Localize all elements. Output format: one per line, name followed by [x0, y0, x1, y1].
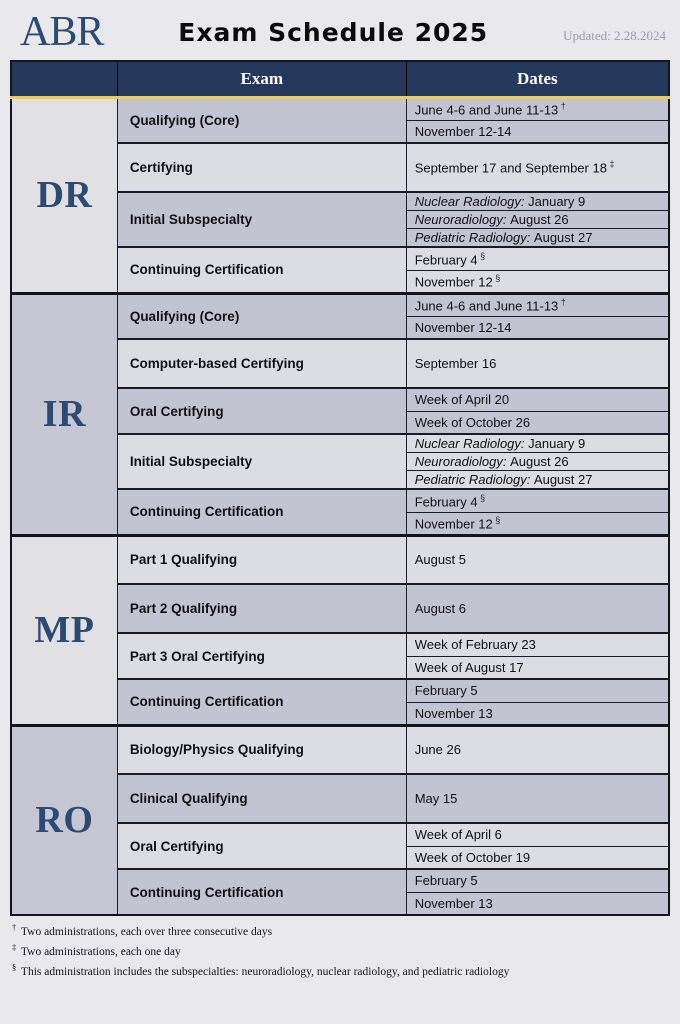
exam-name: Oral Certifying [117, 388, 406, 434]
exam-date: November 12 § [406, 270, 669, 293]
section-label-ir: IR [11, 293, 117, 535]
dates-column-header: Dates [406, 61, 669, 97]
schedule-row [11, 293, 669, 316]
exam-date: November 12 § [406, 512, 669, 535]
exam-schedule-table [10, 60, 670, 916]
exam-date: Neuroradiology: August 26 [406, 453, 669, 471]
corner-header-cell [11, 61, 117, 97]
exam-date: Neuroradiology: August 26 [406, 211, 669, 229]
footnote-symbol: § [12, 962, 17, 973]
schedule-row [11, 97, 669, 120]
exam-date: Week of August 17 [406, 656, 669, 679]
exam-date: November 13 [406, 702, 669, 725]
exam-name: Part 3 Oral Certifying [117, 633, 406, 679]
exam-name: Part 1 Qualifying [117, 535, 406, 584]
footnote-symbol: † [12, 922, 17, 932]
schedule-body [11, 97, 669, 915]
exam-date: Week of October 26 [406, 411, 669, 434]
exam-date: February 5 [406, 869, 669, 892]
exam-name: Initial Subspecialty [117, 434, 406, 489]
abr-logo: ABR [20, 9, 104, 55]
exam-name: Oral Certifying [117, 823, 406, 869]
footnotes [0, 916, 680, 981]
exam-date: Pediatric Radiology: August 27 [406, 229, 669, 248]
exam-name: Initial Subspecialty [117, 192, 406, 247]
footnote: ‡ Two administrations, each one day [12, 942, 181, 958]
exam-name: Biology/Physics Qualifying [117, 725, 406, 774]
exam-name: Part 2 Qualifying [117, 584, 406, 633]
exam-name: Certifying [117, 143, 406, 192]
exam-name: Clinical Qualifying [117, 774, 406, 823]
exam-date: February 4 § [406, 489, 669, 512]
exam-name: Continuing Certification [117, 869, 406, 915]
exam-column-header: Exam [117, 61, 406, 97]
page-header [0, 0, 680, 58]
exam-date: Week of April 6 [406, 823, 669, 846]
exam-name: Qualifying (Core) [117, 97, 406, 143]
schedule-row [11, 725, 669, 774]
exam-name: Qualifying (Core) [117, 293, 406, 339]
exam-date: Pediatric Radiology: August 27 [406, 471, 669, 490]
exam-date: Nuclear Radiology: January 9 [406, 192, 669, 211]
exam-date: Week of April 20 [406, 388, 669, 411]
exam-date: November 12-14 [406, 316, 669, 339]
exam-date: June 26 [406, 725, 669, 774]
exam-date: September 16 [406, 339, 669, 388]
table-header-row [11, 61, 669, 97]
section-label-dr: DR [11, 97, 117, 293]
exam-date: Nuclear Radiology: January 9 [406, 434, 669, 453]
exam-name: Continuing Certification [117, 247, 406, 293]
exam-date: November 12-14 [406, 120, 669, 143]
page-title: Exam Schedule 2025 [178, 17, 489, 47]
exam-name: Continuing Certification [117, 679, 406, 725]
exam-date: June 4-6 and June 11-13 † [406, 97, 669, 120]
exam-date: August 6 [406, 584, 669, 633]
footnote: † Two administrations, each over three consecutive days [12, 922, 273, 938]
schedule-row [11, 535, 669, 584]
exam-date: June 4-6 and June 11-13 † [406, 293, 669, 316]
footnote: § This administration includes the subspecialties: neuroradiology, nuclear radiology, and pediatric radiology [12, 962, 510, 978]
footnote-symbol: ‡ [12, 942, 17, 953]
exam-date: November 13 [406, 892, 669, 915]
exam-date: February 5 [406, 679, 669, 702]
section-label-mp: MP [11, 535, 117, 725]
updated-date: Updated: 2.28.2024 [563, 28, 666, 43]
exam-date: Week of February 23 [406, 633, 669, 656]
exam-name: Continuing Certification [117, 489, 406, 535]
exam-name: Computer-based Certifying [117, 339, 406, 388]
exam-date: August 5 [406, 535, 669, 584]
exam-date: Week of October 19 [406, 846, 669, 869]
exam-date: May 15 [406, 774, 669, 823]
exam-date: September 17 and September 18 ‡ [406, 143, 669, 192]
section-label-ro: RO [11, 725, 117, 915]
exam-date: February 4 § [406, 247, 669, 270]
